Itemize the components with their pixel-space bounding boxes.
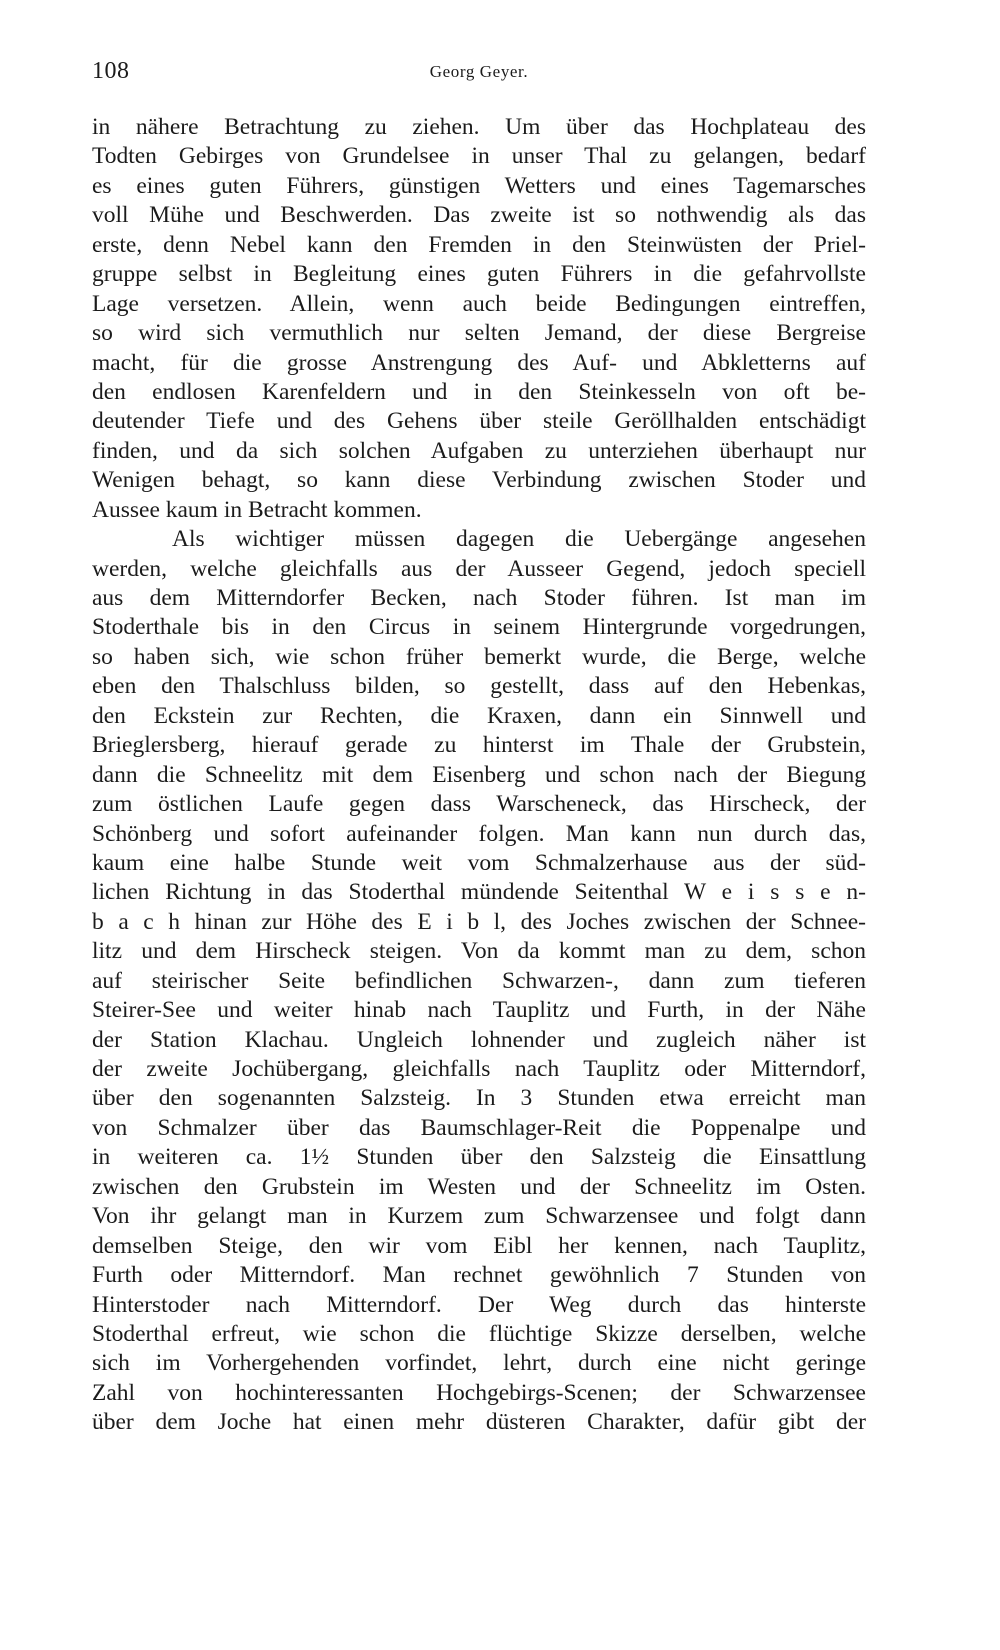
text-line: kaum eine halbe Stunde weit vom Schmalzerhause aus der süd- bbox=[92, 849, 866, 876]
text-line: Aussee kaum in Betracht kommen. bbox=[92, 496, 422, 523]
text-line: auf steirischer Seite befindlichen Schwarzen-, dann zum tieferen bbox=[92, 967, 866, 994]
text-line: Lage versetzen. Allein, wenn auch beide Bedingungen eintreffen, bbox=[92, 290, 866, 317]
text-line: Stoderthale bis in den Circus in seinem Hintergrunde vorgedrungen, bbox=[92, 614, 866, 641]
running-head: Georg Geyer. bbox=[429, 62, 529, 81]
page-header bbox=[92, 56, 866, 92]
text-line: deutender Tiefe und des Gehens über steile Geröllhalden entschädigt bbox=[92, 408, 866, 435]
page-number: 108 bbox=[92, 58, 130, 84]
text-line: zwischen den Grubstein im Westen und der Schneelitz im Osten. bbox=[92, 1173, 866, 1200]
text-line: von Schmalzer über das Baumschlager-Reit die Poppenalpe und bbox=[92, 1114, 866, 1141]
text-line: den endlosen Karenfeldern und in den Steinkesseln von oft be- bbox=[92, 378, 866, 405]
text-line: so wird sich vermuthlich nur selten Jemand, der diese Bergreise bbox=[92, 320, 866, 347]
text-line: gruppe selbst in Begleitung eines guten Führers in die gefahrvollste bbox=[92, 261, 866, 288]
text-line: erste, denn Nebel kann den Fremden in den Steinwüsten der Priel- bbox=[92, 231, 866, 258]
text-line: lichen Richtung in das Stoderthal mündende Seitenthal W e i s s e n- bbox=[92, 879, 866, 906]
text-line: Von ihr gelangt man in Kurzem zum Schwarzensee und folgt dann bbox=[92, 1203, 866, 1230]
text-line: über dem Joche hat einen mehr düsteren Charakter, dafür gibt der bbox=[92, 1409, 866, 1436]
text-line: zum östlichen Laufe gegen dass Warscheneck, das Hirscheck, der bbox=[92, 791, 866, 818]
text-line: litz und dem Hirscheck steigen. Von da kommt man zu dem, schon bbox=[92, 938, 866, 965]
text-line: der Station Klachau. Ungleich lohnender und zugleich näher ist bbox=[92, 1026, 866, 1053]
text-line: der zweite Jochübergang, gleichfalls nach Tauplitz oder Mitterndorf, bbox=[92, 1056, 866, 1082]
text-line: es eines guten Führers, günstigen Wetters und eines Tagemarsches bbox=[92, 172, 866, 199]
text-line: macht, für die grosse Anstrengung des Auf- und Abkletterns auf bbox=[92, 349, 866, 376]
text-line: Zahl von hochinteressanten Hochgebirgs-Scenen; der Schwarzensee bbox=[92, 1379, 866, 1406]
text-line: in nähere Betrachtung zu ziehen. Um über das Hochplateau des bbox=[92, 114, 866, 140]
text-line: Schönberg und sofort aufeinander folgen. Man kann nun durch das, bbox=[92, 820, 866, 847]
text-line: dann die Schneelitz mit dem Eisenberg und schon nach der Biegung bbox=[92, 761, 866, 788]
text-line: so haben sich, wie schon früher bemerkt wurde, die Berge, welche bbox=[92, 643, 866, 670]
text-line: Als wichtiger müssen dagegen die Uebergänge angesehen bbox=[172, 526, 866, 553]
text-line: werden, welche gleichfalls aus der Ausseer Gegend, jedoch speciell bbox=[92, 555, 866, 582]
text-line: Wenigen behagt, so kann diese Verbindung zwischen Stoder und bbox=[92, 467, 866, 494]
text-line: Stoderthal erfreut, wie schon die flüchtige Skizze derselben, welche bbox=[92, 1320, 866, 1347]
text-line: sich im Vorhergehenden vorfindet, lehrt, durch eine nicht geringe bbox=[92, 1350, 866, 1377]
text-line: voll Mühe und Beschwerden. Das zweite ist so nothwendig als das bbox=[92, 202, 866, 229]
text-line: finden, und da sich solchen Aufgaben zu unterziehen überhaupt nur bbox=[92, 437, 866, 464]
text-line: Hinterstoder nach Mitterndorf. Der Weg durch das hinterste bbox=[92, 1291, 866, 1318]
text-line: aus dem Mitterndorfer Becken, nach Stoder führen. Ist man im bbox=[92, 585, 866, 611]
text-line: Steirer-See und weiter hinab nach Tauplitz und Furth, in der Nähe bbox=[92, 997, 866, 1024]
text-line: b a c h hinan zur Höhe des E i b l, des Joches zwischen der Schnee- bbox=[92, 908, 866, 935]
text-line: Brieglersberg, hierauf gerade zu hinterst im Thale der Grubstein, bbox=[92, 732, 866, 759]
text-line: Todten Gebirges von Grundelsee in unser Thal zu gelangen, bedarf bbox=[92, 143, 866, 170]
body-text bbox=[92, 113, 866, 1438]
text-line: demselben Steige, den wir vom Eibl her kennen, nach Tauplitz, bbox=[92, 1232, 866, 1259]
text-line: über den sogenannten Salzsteig. In 3 Stunden etwa erreicht man bbox=[92, 1085, 866, 1112]
text-line: Furth oder Mitterndorf. Man rechnet gewöhnlich 7 Stunden von bbox=[92, 1262, 866, 1289]
text-line: in weiteren ca. 1½ Stunden über den Salzsteig die Einsattlung bbox=[92, 1144, 866, 1171]
text-line: eben den Thalschluss bilden, so gestellt, dass auf den Hebenkas, bbox=[92, 673, 866, 700]
text-line: den Eckstein zur Rechten, die Kraxen, dann ein Sinnwell und bbox=[92, 702, 866, 729]
